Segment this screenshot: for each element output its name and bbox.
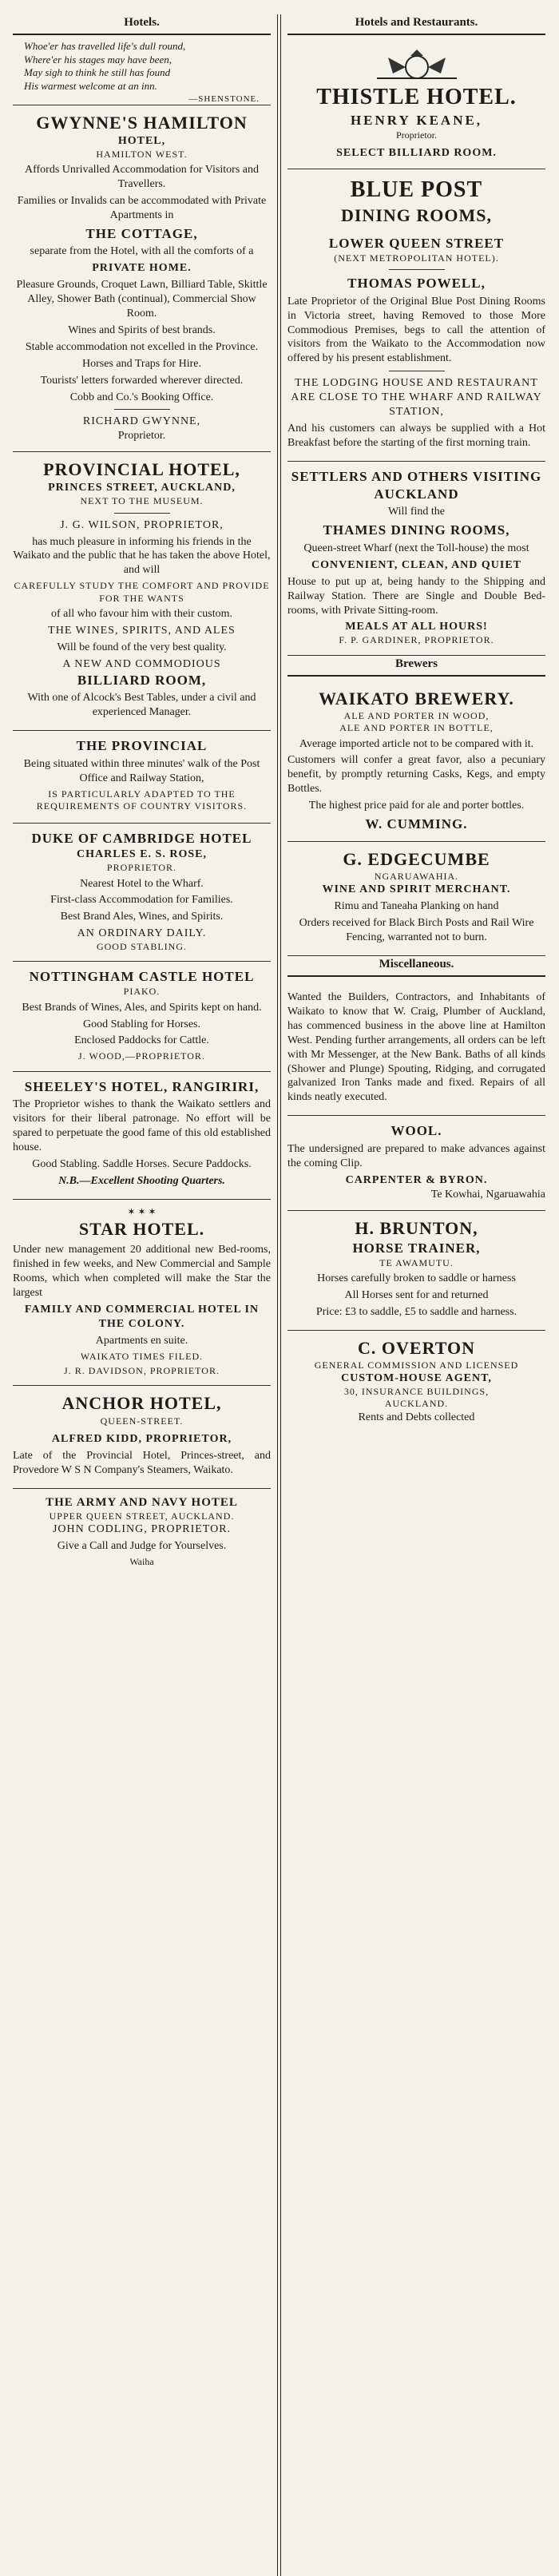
quote-author: —SHENSTONE. bbox=[188, 93, 260, 104]
ad-text: Horses carefully broken to saddle or harness bbox=[317, 1272, 516, 1284]
ad-text: Good Stabling. Saddle Horses. Secure Paddocks. bbox=[32, 1158, 252, 1171]
brunton-ad bbox=[287, 1211, 545, 1331]
section-heading-hotels-restaurants: Hotels and Restaurants. bbox=[287, 14, 545, 35]
ad-text: Under new management 20 additional new Bed-rooms, finished in few weeks, and New Commercial and Sample Rooms, which when completed will make the Star the largest bbox=[13, 1244, 271, 1300]
ad-title: DUKE OF CAMBRIDGE HOTEL bbox=[31, 831, 252, 847]
ad-text: THE WINES, SPIRITS, AND ALES bbox=[48, 624, 236, 637]
ad-text: Queen-street Wharf (next the Toll-house) the most bbox=[303, 542, 529, 554]
ad-street: QUEEN-STREET. bbox=[100, 1415, 184, 1427]
ad-text: FAMILY AND COMMERCIAL HOTEL IN THE COLONY. bbox=[24, 1304, 260, 1330]
ad-text: 30, INSURANCE BUILDINGS, bbox=[343, 1386, 490, 1398]
quote-line: His warmest welcome at an inn. bbox=[24, 79, 157, 92]
royal-crest-icon bbox=[369, 50, 465, 81]
ad-title: THE ARMY AND NAVY HOTEL bbox=[46, 1495, 238, 1509]
ad-text: Stable accommodation not excelled in the Province. bbox=[25, 340, 259, 353]
ad-owner: THOMAS POWELL, bbox=[347, 275, 486, 291]
column-divider bbox=[277, 14, 281, 2576]
ad-text: Cobb and Co.'s Booking Office. bbox=[69, 391, 214, 403]
ad-place: PIAKO. bbox=[123, 986, 161, 998]
duke-of-cambridge-ad bbox=[13, 824, 271, 962]
ad-text: CUSTOM-HOUSE AGENT, bbox=[341, 1372, 492, 1385]
ad-text: Waiha bbox=[129, 1556, 154, 1568]
edgecumbe-ad bbox=[287, 842, 545, 956]
ad-text: Orders received for Black Birch Posts and Rail Wire Fencing, warranted not to burn. bbox=[299, 917, 534, 944]
ad-title: STAR HOTEL. bbox=[78, 1219, 205, 1240]
star-hotel-ad bbox=[13, 1200, 271, 1387]
ad-title: THE PROVINCIAL bbox=[76, 738, 208, 754]
ad-title: THISTLE HOTEL. bbox=[316, 85, 517, 109]
section-heading-miscellaneous: Miscellaneous. bbox=[287, 956, 545, 977]
ad-owner: JOHN CODLING, PROPRIETOR. bbox=[52, 1523, 232, 1536]
ad-owner: W. CUMMING. bbox=[365, 816, 468, 832]
sheeley-hotel-ad bbox=[13, 1072, 271, 1200]
ad-text: Late of the Provincial Hotel, Princes-street, and Provedore W S N Company's Steamers, Waikato. bbox=[13, 1449, 271, 1476]
left-column bbox=[8, 14, 276, 2576]
ad-title: SETTLERS AND OTHERS VISITING AUCKLAND bbox=[291, 468, 542, 502]
ad-billiard: BILLIARD ROOM, bbox=[77, 672, 207, 688]
blue-post-ad bbox=[287, 169, 545, 462]
quote-line: May sigh to think he still has found bbox=[24, 66, 171, 79]
ad-role: Proprietor. bbox=[396, 129, 437, 141]
ad-text: AUCKLAND. bbox=[384, 1398, 449, 1410]
ad-text: GOOD STABLING. bbox=[96, 941, 188, 953]
ad-role: Proprietor. bbox=[117, 430, 166, 443]
ad-text: MEALS AT ALL HOURS! bbox=[345, 621, 488, 633]
ad-street: LOWER QUEEN STREET bbox=[328, 235, 505, 251]
ad-owner: CARPENTER & BYRON. bbox=[345, 1173, 488, 1186]
ad-text: Price: £3 to saddle, £5 to saddle and harness. bbox=[315, 1305, 517, 1318]
ad-text: has much pleasure in informing his friends in the Waikato and the public that he has taken the above Hotel, and will bbox=[13, 535, 271, 577]
the-provincial-ad bbox=[13, 731, 271, 824]
section-heading-hotels: Hotels. bbox=[13, 14, 271, 35]
ad-place: TE AWAMUTU. bbox=[379, 1256, 454, 1268]
right-column bbox=[283, 14, 550, 2576]
ad-title: G. EDGECUMBE bbox=[343, 848, 490, 869]
ad-place: Te Kowhai, Ngaruawahia bbox=[430, 1188, 545, 1201]
ad-text: With one of Alcock's Best Tables, under a civil and experienced Manager. bbox=[27, 692, 256, 719]
ad-title: BLUE POST bbox=[350, 177, 483, 202]
ad-text: Horses and Traps for Hire. bbox=[82, 357, 201, 370]
ad-subtitle: DINING ROOMS, bbox=[340, 204, 492, 225]
ad-text: The highest price paid for ale and porter bottles. bbox=[308, 800, 525, 812]
ad-text: Apartments en suite. bbox=[95, 1334, 188, 1347]
ad-title: NOTTINGHAM CASTLE HOTEL bbox=[29, 969, 255, 985]
ad-owner: RICHARD GWYNNE, bbox=[82, 415, 201, 428]
ad-owner: ALFRED KIDD, PROPRIETOR, bbox=[51, 1432, 232, 1445]
ad-text: House to put up at, being handy to the Shipping and Railway Station. There are Single and Double Bed-rooms, with Private Sitting-room. bbox=[287, 575, 545, 617]
ad-text: of all who favour him with their custom. bbox=[50, 608, 233, 621]
ad-place: NGARUAWAHIA. bbox=[374, 871, 459, 883]
ad-text: Will find the bbox=[388, 506, 445, 518]
ad-text: Wanted the Builders, Contractors, and Inhabitants of Waikato to know that W. Craig, Plumber of Auckland, has commenced business in the above line at Hamilton West. Pending further arrangements, all orders can be left with Mr Messenger, at the New Bank. Baths of all kinds (Shower and Plunge) Spouting, Ridging, and corrugated galvanized Iron Tanks made and fixed. Repairs of all kinds neatly executed. bbox=[287, 991, 545, 1104]
ad-street: UPPER QUEEN STREET, AUCKLAND. bbox=[49, 1510, 235, 1522]
ad-text: Affords Unrivalled Accommodation for Visitors and Travellers. bbox=[25, 164, 259, 190]
quote-line: Whoe'er has travelled life's dull round, bbox=[24, 40, 186, 52]
ad-note: (NEXT METROPOLITAN HOTEL). bbox=[334, 252, 499, 264]
provincial-hotel-ad bbox=[13, 452, 271, 731]
ad-cottage: THE COTTAGE, bbox=[85, 225, 198, 241]
ad-text: N.B.—Excellent Shooting Quarters. bbox=[58, 1174, 225, 1187]
ad-owner: HENRY KEANE, bbox=[350, 112, 483, 128]
ad-text: Give a Call and Judge for Yourselves. bbox=[57, 1540, 227, 1553]
ad-title: ANCHOR HOTEL, bbox=[61, 1393, 222, 1414]
ad-owner: CHARLES E. S. ROSE, bbox=[77, 848, 207, 861]
shenstone-quote bbox=[13, 40, 271, 105]
star-ornament: ✶ ✶ ✶ bbox=[127, 1205, 157, 1217]
ad-place: HAMILTON WEST. bbox=[96, 148, 188, 160]
ad-text: SELECT BILLIARD ROOM. bbox=[336, 146, 497, 159]
ad-text: ALE AND PORTER IN BOTTLE, bbox=[339, 722, 494, 734]
ad-text: Wines and Spirits of best brands. bbox=[68, 323, 216, 336]
ad-role: PROPRIETOR. bbox=[106, 862, 177, 874]
ad-owner: J. R. DAVIDSON, PROPRIETOR. bbox=[64, 1365, 220, 1377]
ad-street: PRINCES STREET, AUCKLAND, bbox=[48, 482, 236, 494]
ad-subtitle: HOTEL, bbox=[117, 134, 166, 147]
ad-title: GWYNNE'S HAMILTON bbox=[36, 112, 248, 133]
ad-owner: F. P. GARDINER, PROPRIETOR. bbox=[339, 634, 494, 646]
ad-text: The undersigned are prepared to make advances against the coming Clip. bbox=[287, 1143, 545, 1169]
ad-text: CAREFULLY STUDY THE COMFORT AND PROVIDE FOR THE WANTS bbox=[14, 580, 270, 604]
ad-text: A NEW AND COMMODIOUS bbox=[62, 657, 221, 670]
ad-private-home: PRIVATE HOME. bbox=[92, 262, 192, 275]
ad-text: Being situated within three minutes' walk of the Post Office and Railway Station, bbox=[23, 757, 260, 784]
thistle-hotel-ad bbox=[287, 40, 545, 169]
ad-text: Rimu and Taneaha Planking on hand bbox=[334, 900, 499, 913]
ad-title: PROVINCIAL HOTEL, bbox=[43, 459, 240, 480]
ad-text: AN ORDINARY DAILY. bbox=[77, 927, 207, 940]
ad-text: Late Proprietor of the Original Blue Post Dining Rooms in Victoria street, having Removed to those More Commodious Premises, begs to call the attention of visitors from the Waikato to the Accommodation now offered by his present establishment. bbox=[287, 295, 545, 365]
ad-text: ALE AND PORTER IN WOOD, bbox=[343, 709, 490, 721]
ad-text: Pleasure Grounds, Croquet Lawn, Billiard Table, Skittle Alley, Shower Bath (continual), Commercial Show Room. bbox=[16, 279, 268, 320]
ad-title: WAIKATO BREWERY. bbox=[319, 688, 514, 708]
ad-text: separate from the Hotel, with all the comforts of a bbox=[30, 245, 254, 258]
ad-text: Nearest Hotel to the Wharf. bbox=[80, 877, 204, 890]
ad-text: GENERAL COMMISSION AND LICENSED bbox=[314, 1359, 519, 1371]
ad-text: Best Brand Ales, Wines, and Spirits. bbox=[60, 911, 224, 923]
army-navy-hotel-ad bbox=[13, 1489, 271, 1579]
ad-text: WINE AND SPIRIT MERCHANT. bbox=[322, 883, 511, 896]
ad-text: Enclosed Paddocks for Cattle. bbox=[74, 1034, 209, 1047]
ad-text: All Horses sent for and returned bbox=[344, 1288, 489, 1301]
ad-owner: J. WOOD,—PROPRIETOR. bbox=[78, 1050, 205, 1062]
ad-title: C. OVERTON bbox=[358, 1337, 475, 1358]
ad-text: Families or Invalids can be accommodated with Private Apartments in bbox=[17, 194, 267, 221]
ad-text: Will be found of the very best quality. bbox=[57, 641, 227, 653]
waikato-brewery-ad bbox=[287, 681, 545, 842]
nottingham-castle-ad bbox=[13, 962, 271, 1071]
section-heading-brewers: Brewers bbox=[287, 656, 545, 677]
settlers-ad bbox=[287, 462, 545, 656]
ad-subtitle: HORSE TRAINER, bbox=[352, 1240, 481, 1256]
overton-ad bbox=[287, 1331, 545, 1433]
ad-text: WAIKATO TIMES FILED. bbox=[80, 1350, 204, 1362]
wool-ad bbox=[287, 1116, 545, 1210]
ad-text: Best Brands of Wines, Ales, and Spirits kept on hand. bbox=[22, 1001, 262, 1014]
ad-text: Customers will confer a great favor, also a pecuniary benefit, by promptly returning Casks, Kegs, and empty Bottles. bbox=[287, 754, 545, 796]
ad-text: First-class Accommodation for Families. bbox=[50, 894, 233, 907]
ad-title: H. BRUNTON, bbox=[355, 1217, 478, 1238]
plumber-wanted-ad bbox=[287, 982, 545, 1116]
ad-text: Average imported article not to be compared with it. bbox=[299, 737, 534, 750]
ad-text: Good Stabling for Horses. bbox=[83, 1018, 200, 1030]
ad-text: THE LODGING HOUSE AND RESTAURANT ARE CLOSE TO THE WHARF AND RAILWAY STATION, bbox=[291, 377, 542, 419]
ad-text: And his customers can always be supplied with a Hot Breakfast before the starting of the first morning train. bbox=[287, 422, 545, 449]
ad-text: CONVENIENT, CLEAN, AND QUIET bbox=[311, 558, 522, 571]
ad-text: Tourists' letters forwarded wherever directed. bbox=[40, 374, 244, 387]
ad-title: SHEELEY'S HOTEL, RANGIRIRI, bbox=[24, 1078, 260, 1094]
quote-line: Where'er his stages may have been, bbox=[24, 53, 172, 65]
ad-text: The Proprietor wishes to thank the Waikato settlers and visitors for their liberal patronage. No effort will be spared to perpetuate the good fame of this old established house. bbox=[13, 1098, 271, 1154]
anchor-hotel-ad bbox=[13, 1386, 271, 1488]
gwynne-hotel-ad bbox=[13, 105, 271, 453]
ad-note: NEXT TO THE MUSEUM. bbox=[80, 495, 204, 507]
ad-text: IS PARTICULARLY ADAPTED TO THE REQUIREMENTS OF COUNTRY VISITORS. bbox=[36, 788, 248, 812]
ad-name: THAMES DINING ROOMS, bbox=[323, 522, 510, 538]
ad-title: WOOL. bbox=[391, 1123, 442, 1139]
ad-owner: J. G. WILSON, PROPRIETOR, bbox=[60, 518, 224, 531]
ad-text: Rents and Debts collected bbox=[358, 1411, 475, 1423]
